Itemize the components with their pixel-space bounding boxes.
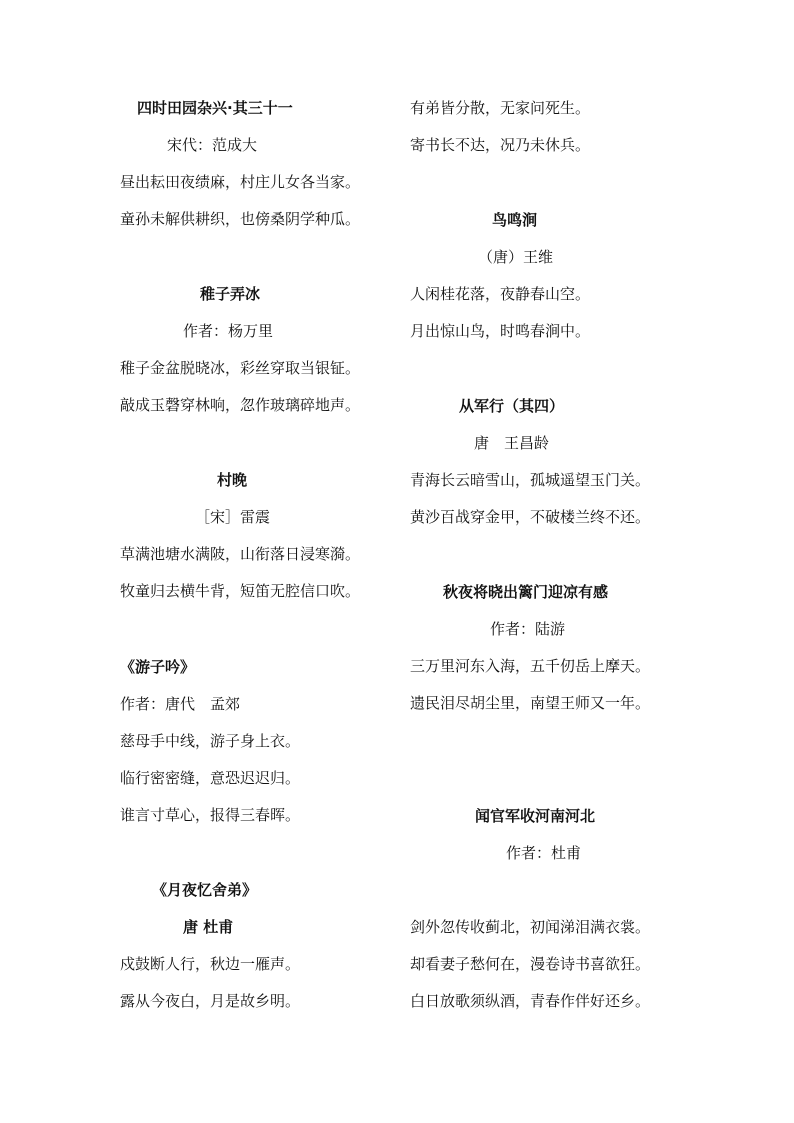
poem-title-youziyin: 《游子吟》: [120, 658, 196, 676]
poem-title-cunwan: 村晚: [217, 471, 248, 489]
poem-author-lu-you: 作者：陆游: [490, 620, 566, 638]
poem-author-yang-wanli: 作者：杨万里: [183, 322, 274, 340]
poem-line: 青海长云暗雪山，孤城遥望玉门关。: [410, 471, 651, 489]
poem-line: 慈母手中线，游子身上衣。: [120, 732, 301, 750]
poem-author-du-fu-2: 作者：杜甫: [506, 844, 582, 862]
poem-author-wang-wei: （唐）王维: [478, 248, 554, 266]
poem-line: 戍鼓断人行，秋边一雁声。: [120, 955, 301, 973]
poem-title-yueye-yi-shedi: 《月夜忆舍弟》: [152, 881, 258, 899]
poem-line: 牧童归去横牛背，短笛无腔信口吹。: [120, 582, 361, 600]
poem-line: 遗民泪尽胡尘里，南望王师又一年。: [410, 694, 651, 712]
poem-author-du-fu: 唐 杜甫: [183, 918, 234, 936]
poem-author-wang-changling: 唐 王昌龄: [474, 434, 550, 452]
poem-line: 寄书长不达，况乃未休兵。: [410, 136, 591, 154]
poem-line: 剑外忽传收蓟北，初闻涕泪满衣裳。: [410, 918, 651, 936]
poem-title-niaomingjian: 鸟鸣涧: [492, 211, 538, 229]
poem-title-wen-guanjun: 闻官军收河南河北: [475, 807, 596, 825]
poem-title-zhizi-nongbing: 稚子弄冰: [200, 285, 261, 303]
poem-line: 月出惊山鸟，时鸣春涧中。: [410, 322, 591, 340]
poem-line: 临行密密缝，意恐迟迟归。: [120, 769, 301, 787]
poem-line: 三万里河东入海，五千仞岳上摩天。: [410, 657, 651, 675]
poem-line: 敲成玉磬穿林响，忽作玻璃碎地声。: [120, 396, 361, 414]
poem-title-congjunxing: 从军行（其四）: [459, 397, 565, 415]
poem-line: 昼出耘田夜绩麻，村庄儿女各当家。: [120, 173, 361, 191]
poem-line: 有弟皆分散，无家问死生。: [410, 99, 591, 117]
poem-author-fan-chengda: 宋代：范成大: [167, 136, 258, 154]
poem-line: 谁言寸草心，报得三春晖。: [120, 806, 301, 824]
poem-author-meng-jiao: 作者：唐代 孟郊: [120, 695, 241, 713]
poem-line: 露从今夜白，月是故乡明。: [120, 992, 301, 1010]
poem-line: 黄沙百战穿金甲，不破楼兰终不还。: [410, 508, 651, 526]
poem-line: 草满池塘水满陂，山衔落日浸寒漪。: [120, 545, 361, 563]
poem-line: 白日放歌须纵酒，青春作伴好还乡。: [410, 992, 651, 1010]
poem-line: 却看妻子愁何在，漫卷诗书喜欲狂。: [410, 955, 651, 973]
poem-author-lei-zhen: ［宋］雷震: [195, 508, 271, 526]
poem-line: 人闲桂花落，夜静春山空。: [410, 285, 591, 303]
poem-title-sishi-tianyuan: 四时田园杂兴·其三十一: [137, 99, 293, 117]
poem-title-qiuye-jiangxiao: 秋夜将晓出篱门迎凉有感: [443, 583, 609, 601]
poem-line: 童孙未解供耕织，也傍桑阴学种瓜。: [120, 210, 361, 228]
poem-line: 稚子金盆脱晓冰，彩丝穿取当银钲。: [120, 359, 361, 377]
